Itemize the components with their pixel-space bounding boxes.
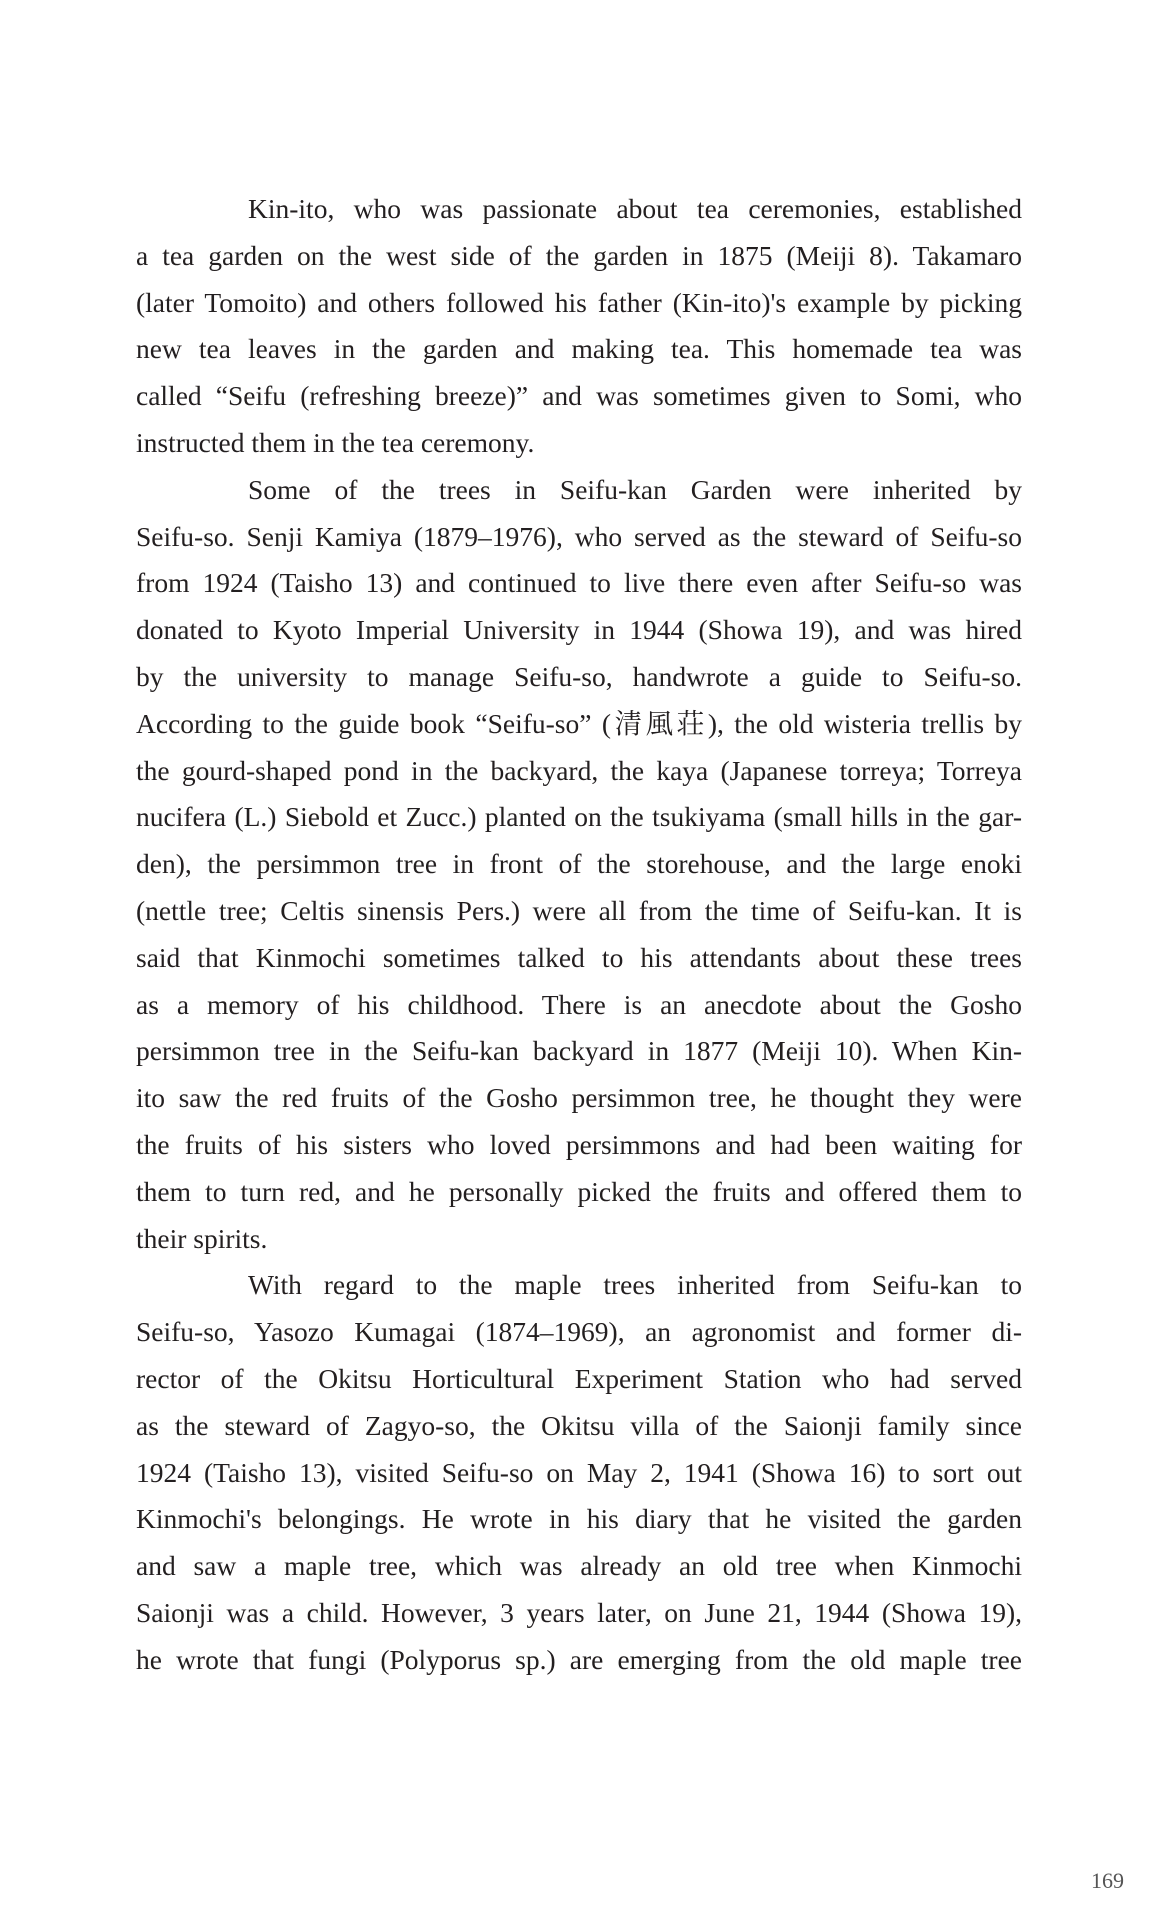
text-line: With regard to the maple trees inherited from Seifu-kan to (248, 1269, 1022, 1301)
text-line: nucifera (L.) Siebold et Zucc.) planted on the tsukiyama (small hills in the gar- (136, 801, 1022, 833)
text-line: Saionji was a child. However, 3 years later, on June 21, 1944 (Showa 19), (136, 1596, 1022, 1628)
text-line: the gourd-shaped pond in the backyard, the kaya (Japanese torreya; Torreya (136, 754, 1022, 786)
text-line: rector of the Okitsu Horticultural Experiment Station who had served (136, 1362, 1022, 1394)
text-line: Kin-ito, who was passionate about tea ceremonies, established (248, 193, 1022, 224)
text-line: called “Seifu (refreshing breeze)” and was sometimes given to Somi, who (136, 380, 1022, 412)
text-line: Seifu-so, Yasozo Kumagai (1874–1969), an agronomist and former di- (136, 1316, 1022, 1348)
text-line: the fruits of his sisters who loved persimmons and had been waiting for (136, 1128, 1022, 1160)
text-line: their spirits. (136, 1222, 268, 1254)
text-line: (later Tomoito) and others followed his father (Kin-ito)'s example by picking (136, 286, 1022, 318)
text-line: as the steward of Zagyo-so, the Okitsu villa of the Saionji family since (136, 1409, 1022, 1441)
text-line: said that Kinmochi sometimes talked to his attendants about these trees (136, 941, 1022, 973)
body-text (136, 186, 1022, 1684)
text-line: Some of the trees in Seifu-kan Garden were inherited by (248, 473, 1022, 505)
text-line: by the university to manage Seifu-so, handwrote a guide to Seifu-so. (136, 660, 1022, 692)
text-line: 1924 (Taisho 13), visited Seifu-so on May 2, 1941 (Showa 16) to sort out (136, 1456, 1022, 1488)
text-line: he wrote that fungi (Polyporus sp.) are emerging from the old maple tree (136, 1643, 1022, 1675)
text-line: (nettle tree; Celtis sinensis Pers.) were all from the time of Seifu-kan. It is (136, 894, 1022, 926)
text-line: instructed them in the tea ceremony. (136, 426, 535, 458)
text-line: them to turn red, and he personally picked the fruits and offered them to (136, 1175, 1022, 1207)
page-number: 169 (1091, 1868, 1124, 1893)
text-line: and saw a maple tree, which was already an old tree when Kinmochi (136, 1550, 1022, 1582)
text-line: from 1924 (Taisho 13) and continued to live there even after Seifu-so was (136, 567, 1022, 599)
text-line: as a memory of his childhood. There is an anecdote about the Gosho (136, 988, 1022, 1020)
text-line: ito saw the red fruits of the Gosho persimmon tree, he thought they were (136, 1082, 1022, 1114)
text-line: Kinmochi's belongings. He wrote in his diary that he visited the garden (136, 1503, 1022, 1535)
text-line: a tea garden on the west side of the garden in 1875 (Meiji 8). Takamaro (136, 239, 1022, 271)
text-line: den), the persimmon tree in front of the storehouse, and the large enoki (136, 848, 1022, 880)
text-line: Seifu-so. Senji Kamiya (1879–1976), who served as the steward of Seifu-so (136, 520, 1022, 552)
text-line: new tea leaves in the garden and making tea. This homemade tea was (136, 333, 1022, 365)
text-line: donated to Kyoto Imperial University in 1944 (Showa 19), and was hired (136, 614, 1022, 646)
text-line: persimmon tree in the Seifu-kan backyard in 1877 (Meiji 10). When Kin- (136, 1035, 1022, 1067)
text-line: According to the guide book “Seifu-so” (清風荘), the old wisteria trellis by (136, 707, 1022, 739)
